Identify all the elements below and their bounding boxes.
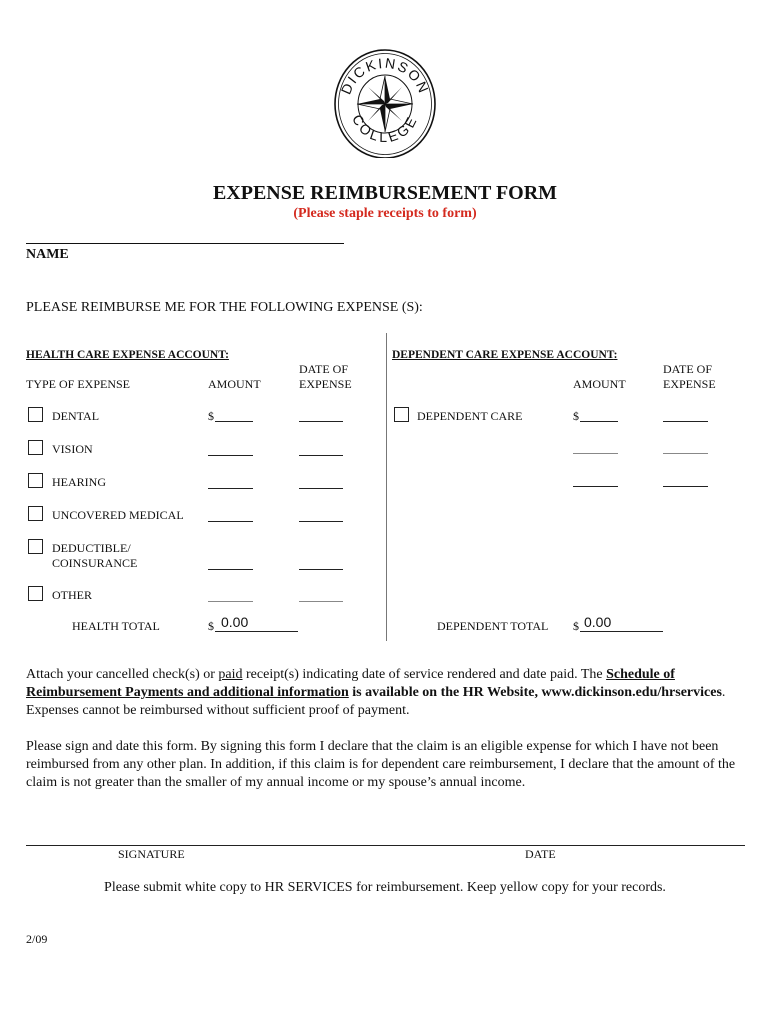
dependent-col-date: DATE OF EXPENSE <box>663 362 716 391</box>
health-total-line <box>215 631 298 632</box>
uncovered-medical-amount-field[interactable] <box>208 521 253 522</box>
dependent-col-amount: AMOUNT <box>573 377 626 391</box>
dental-label: DENTAL <box>52 409 100 423</box>
column-divider <box>386 333 387 641</box>
dependent-total-label: DEPENDENT TOTAL <box>437 619 549 633</box>
form-title: EXPENSE REIMBURSEMENT FORM <box>212 182 558 204</box>
uncovered-medical-checkbox[interactable] <box>28 506 43 521</box>
other-amount-field[interactable] <box>208 601 253 602</box>
dependent-total-line <box>580 631 663 632</box>
dependent-date-field[interactable] <box>663 421 708 422</box>
dental-amount-prefix: $ <box>208 409 214 423</box>
uncovered-medical-date-field[interactable] <box>299 521 343 522</box>
health-total-label: HEALTH TOTAL <box>72 619 160 633</box>
dependent-amount-prefix: $ <box>573 409 579 423</box>
seal-bottom-text: COLLEGE <box>349 111 421 146</box>
vision-date-field[interactable] <box>299 455 343 456</box>
vision-amount-field[interactable] <box>208 455 253 456</box>
hearing-amount-field[interactable] <box>208 488 253 489</box>
vision-label: VISION <box>52 442 93 456</box>
dependent-section-header: DEPENDENT CARE EXPENSE ACCOUNT: <box>392 349 618 361</box>
dependent-amount-field-2[interactable] <box>573 453 618 454</box>
hearing-checkbox[interactable] <box>28 473 43 488</box>
dependent-date-field-3[interactable] <box>663 486 708 487</box>
deductible-amount-field[interactable] <box>208 569 253 570</box>
signature-line[interactable] <box>26 845 745 846</box>
dependent-amount-field[interactable] <box>580 421 618 422</box>
dependent-total-prefix: $ <box>573 619 579 633</box>
dependent-amount-field-3[interactable] <box>573 486 618 487</box>
health-col-date: DATE OF EXPENSE <box>299 362 352 391</box>
dependent-date-field-2[interactable] <box>663 453 708 454</box>
deductible-checkbox[interactable] <box>28 539 43 554</box>
other-date-field[interactable] <box>299 601 343 602</box>
deductible-date-field[interactable] <box>299 569 343 570</box>
college-seal <box>333 46 437 158</box>
deductible-label: DEDUCTIBLE/ COINSURANCE <box>52 541 138 570</box>
dependent-care-checkbox[interactable] <box>394 407 409 422</box>
form-subtitle: (Please staple receipts to form) <box>293 206 477 221</box>
vision-checkbox[interactable] <box>28 440 43 455</box>
schedule-link[interactable]: Schedule of Reimbursement Payments and additional information <box>26 667 675 700</box>
seal-top-text: DICKINSON <box>337 54 433 97</box>
hearing-label: HEARING <box>52 475 106 489</box>
dental-amount-field[interactable] <box>215 421 253 422</box>
signature-label: SIGNATURE <box>118 847 185 861</box>
date-label: DATE <box>525 847 556 861</box>
name-label: NAME <box>26 247 69 262</box>
dental-date-field[interactable] <box>299 421 343 422</box>
revision-date: 2/09 <box>26 932 48 946</box>
submit-note: Please submit white copy to HR SERVICES for reimbursement. Keep yellow copy for your records. <box>104 880 666 895</box>
hearing-date-field[interactable] <box>299 488 343 489</box>
health-total-prefix: $ <box>208 619 214 633</box>
uncovered-medical-label: UNCOVERED MEDICAL <box>52 508 184 522</box>
compass-star-icon <box>333 46 437 158</box>
receipt-notice: Attach your cancelled check(s) or paid receipt(s) indicating date of service rendered and date paid. The Schedule of Reimbursement Payments and additional information is available on the HR Website, www.dickinson.edu/hrservices. Expenses cannot be reimbursed without sufficient proof of payment. <box>26 667 726 718</box>
dependent-care-label: DEPENDENT CARE <box>417 409 523 423</box>
health-total-value[interactable]: 0.00 <box>221 614 249 630</box>
other-label: OTHER <box>52 588 92 602</box>
name-field-line[interactable] <box>26 243 344 244</box>
health-section-header: HEALTH CARE EXPENSE ACCOUNT: <box>26 349 229 361</box>
dental-checkbox[interactable] <box>28 407 43 422</box>
dependent-total-value[interactable]: 0.00 <box>584 614 612 630</box>
declaration-paragraph: Please sign and date this form. By signing this form I declare that the claim is an eligible expense for which I have not been reimbursed from any other plan. In addition, if this claim is for dependent care reimbursement, I declare that the amount of the claim is not greater than the smaller of my annual income or my spouse’s annual income. <box>26 739 736 790</box>
health-col-amount: AMOUNT <box>208 377 261 391</box>
reimburse-instruction: PLEASE REIMBURSE ME FOR THE FOLLOWING EXPENSE (S): <box>26 300 423 315</box>
other-checkbox[interactable] <box>28 586 43 601</box>
col-type-of-expense: TYPE OF EXPENSE <box>26 377 131 391</box>
